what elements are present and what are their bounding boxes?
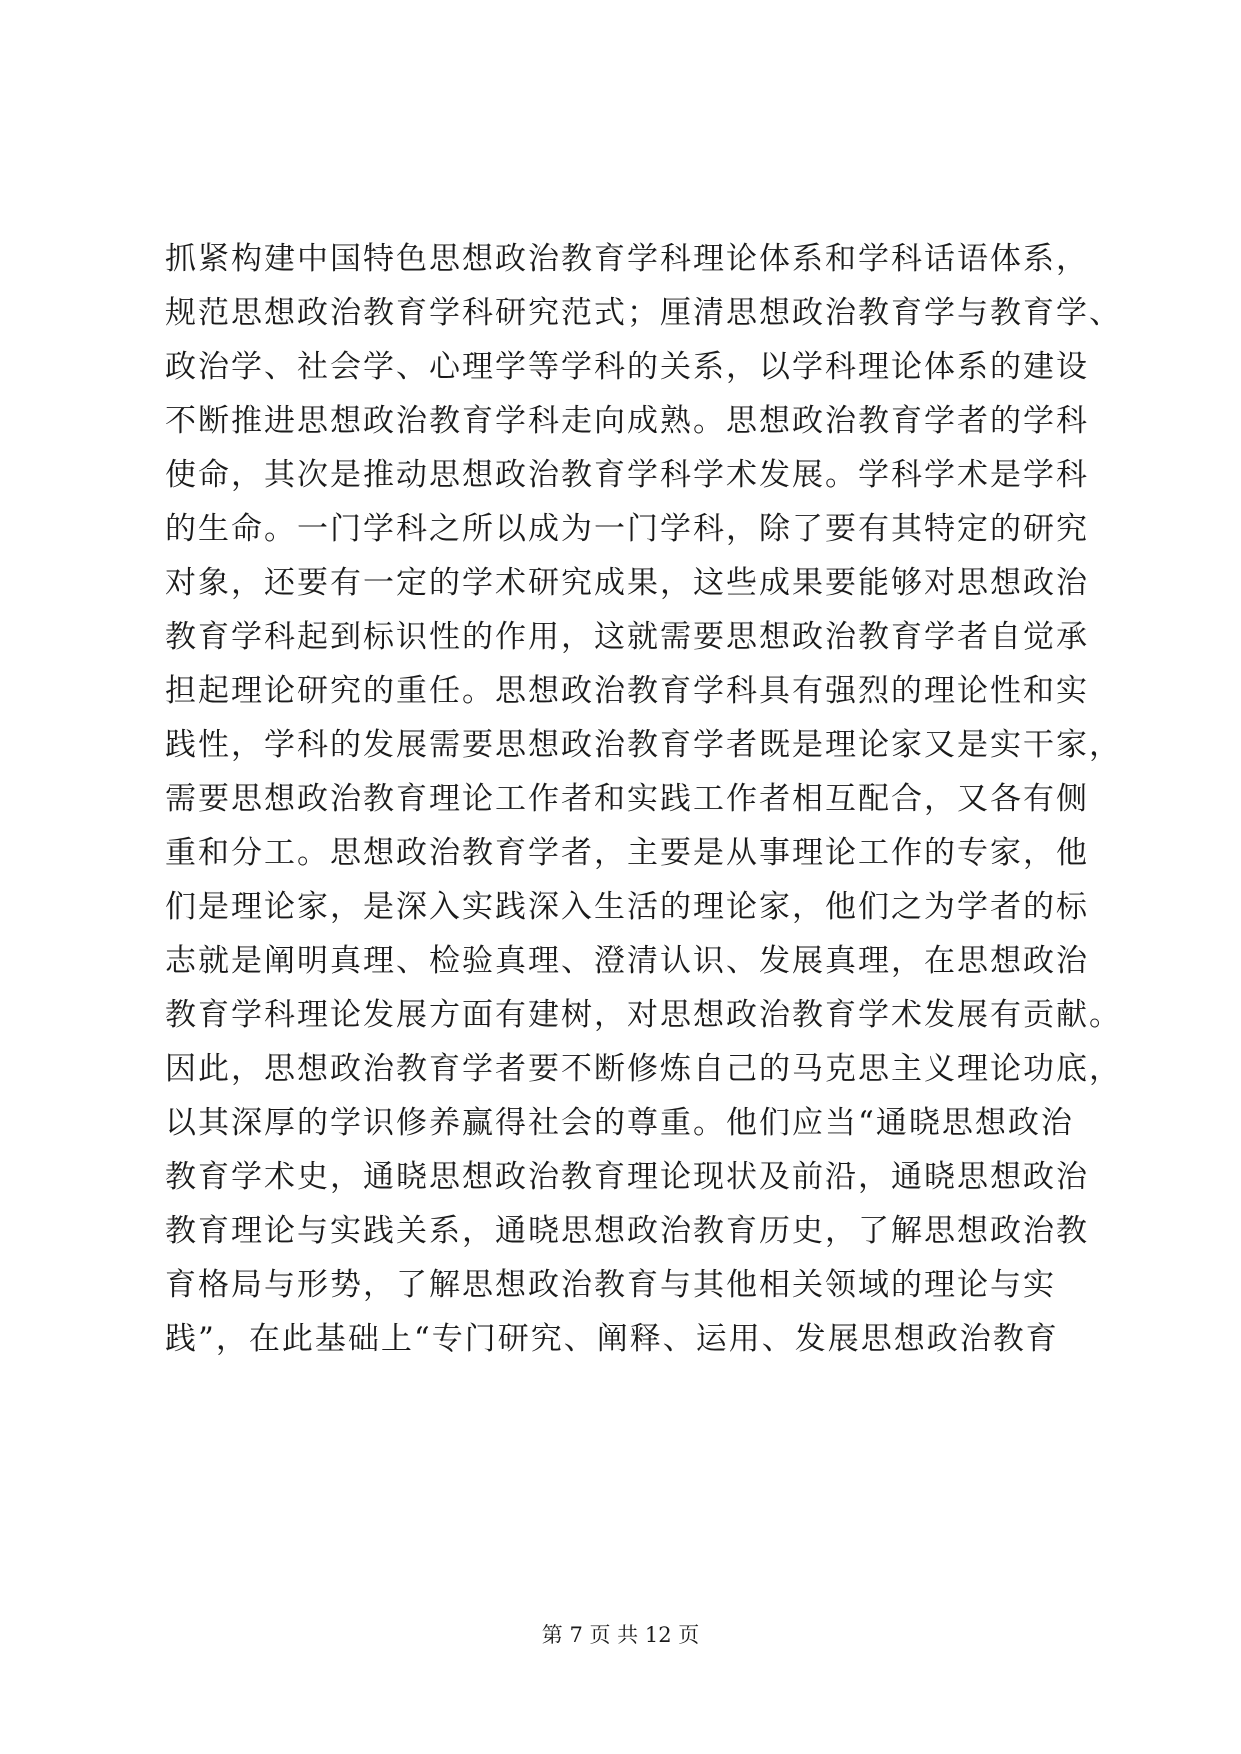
text-line: 因此，思想政治教育学者要不断修炼自己的马克思主义理论功底， — [165, 1051, 1122, 1087]
page-number-label: 第 7 页 共 12 页 — [541, 1623, 700, 1647]
text-line: 抓紧构建中国特色思想政治教育学科理论体系和学科话语体系， — [165, 241, 1089, 277]
text-line: 规范思想政治教育学科研究范式；厘清思想政治教育学与教育学、 — [165, 295, 1122, 331]
body-text — [165, 232, 1125, 1366]
text-line: 不断推进思想政治教育学科走向成熟。思想政治教育学者的学科 — [165, 403, 1089, 439]
text-line: 以其深厚的学识修养赢得社会的尊重。他们应当“通晓思想政治 — [165, 1105, 1074, 1141]
text-line: 践”，在此基础上“专门研究、阐释、运用、发展思想政治教育 — [165, 1321, 1059, 1357]
text-line: 育格局与形势，了解思想政治教育与其他相关领域的理论与实 — [165, 1267, 1056, 1303]
text-line: 使命，其次是推动思想政治教育学科学术发展。学科学术是学科 — [165, 457, 1089, 493]
text-line: 对象，还要有一定的学术研究成果，这些成果要能够对思想政治 — [165, 565, 1089, 601]
text-line: 们是理论家，是深入实践深入生活的理论家，他们之为学者的标 — [165, 889, 1089, 925]
text-line: 教育学术史，通晓思想政治教育理论现状及前沿，通晓思想政治 — [165, 1159, 1089, 1195]
text-line: 践性，学科的发展需要思想政治教育学者既是理论家又是实干家， — [165, 727, 1122, 763]
text-line: 担起理论研究的重任。思想政治教育学科具有强烈的理论性和实 — [165, 673, 1089, 709]
page-footer — [0, 1620, 1241, 1650]
text-line: 政治学、社会学、心理学等学科的关系，以学科理论体系的建设 — [165, 349, 1089, 385]
text-line: 教育学科理论发展方面有建树，对思想政治教育学术发展有贡献。 — [165, 997, 1122, 1033]
text-line: 教育理论与实践关系，通晓思想政治教育历史，了解思想政治教 — [165, 1213, 1089, 1249]
text-line: 教育学科起到标识性的作用，这就需要思想政治教育学者自觉承 — [165, 619, 1089, 655]
text-line: 需要思想政治教育理论工作者和实践工作者相互配合，又各有侧 — [165, 781, 1089, 817]
text-line: 的生命。一门学科之所以成为一门学科，除了要有其特定的研究 — [165, 511, 1089, 547]
text-line: 志就是阐明真理、检验真理、澄清认识、发展真理，在思想政治 — [165, 943, 1089, 979]
text-line: 重和分工。思想政治教育学者，主要是从事理论工作的专家，他 — [165, 835, 1089, 871]
